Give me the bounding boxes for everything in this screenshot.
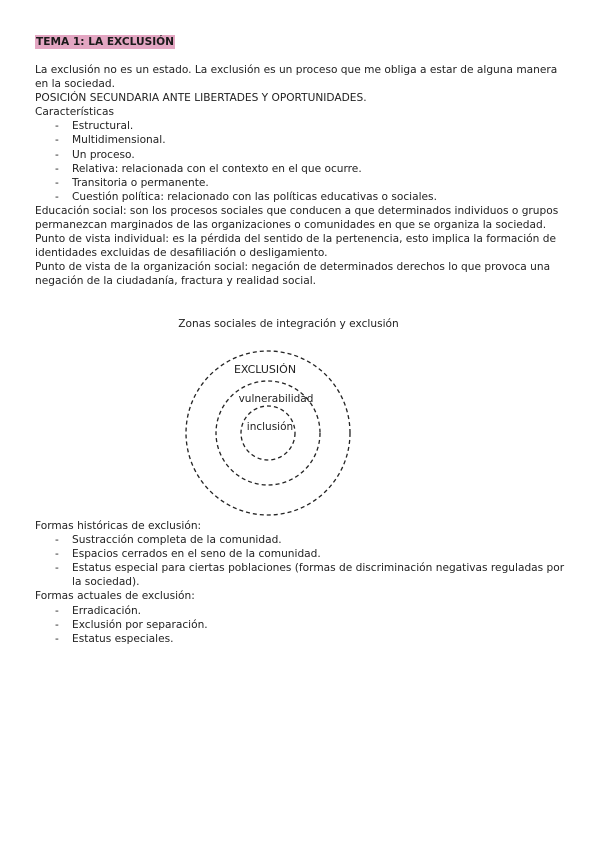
list-item: - Estructural. (35, 119, 565, 133)
page-title: TEMA 1: LA EXCLUSIÓN (36, 36, 175, 48)
list-item: - Estatus especiales. (35, 632, 565, 646)
vulnerability-label: vulnerabilidad (238, 393, 314, 405)
definition-paragraph: Punto de vista individual: es la pérdida del sentido de la pertenencia, esto implica la formación de identidades excluidas de desafiliación o desligamiento. (35, 233, 556, 260)
definition-paragraph: Educación social: son los procesos sociales que conducen a que determinados individuos o grupos permanezcan marginados de las organizaciones o comunidades en que se organiza la sociedad. (35, 204, 559, 232)
current-heading: Formas actuales de exclusión: (35, 590, 195, 603)
list-item: - Transitoria o permanente. (35, 176, 565, 190)
characteristics-heading: Características (35, 106, 114, 119)
list-item: - Erradicación. (35, 604, 565, 618)
exclusion-label: EXCLUSIÓN (233, 363, 297, 376)
diagram-caption: Zonas sociales de integración y exclusión (178, 318, 399, 330)
historical-heading: Formas históricas de exclusión: (35, 520, 202, 532)
list-item: - Relativa: relacionada con el contexto en el que ocurre. (35, 162, 565, 176)
list-item: - Multidimensional. (35, 133, 565, 147)
list-item: - Un proceso. (35, 148, 565, 162)
definition-paragraph: Punto de vista de la organización social: negación de determinados derechos lo que provoca una negación de la ciudadanía, fractura y realidad social. (35, 261, 551, 288)
intro-heading: POSICIÓN SECUNDARIA ANTE LIBERTADES Y OPORTUNIDADES. (35, 92, 367, 105)
current-list (35, 604, 565, 646)
historical-list (35, 533, 565, 589)
list-item: - Exclusión por separación. (35, 618, 565, 632)
forms-section (35, 519, 565, 646)
list-item: - Sustracción completa de la comunidad. (35, 533, 565, 547)
inclusion-circle (241, 406, 295, 460)
inclusion-label: inclusión (246, 421, 294, 433)
list-item: - Cuestión política: relacionado con las políticas educativas o sociales. (35, 190, 565, 204)
intro-paragraph: La exclusión no es un estado. La exclusión es un proceso que me obliga a estar de alguna manera en la sociedad. (35, 64, 558, 91)
list-item: - Espacios cerrados en el seno de la comunidad. (35, 547, 565, 561)
list-item: - Estatus especial para ciertas poblaciones (formas de discriminación negativas reguladas por la sociedad). (35, 561, 565, 589)
